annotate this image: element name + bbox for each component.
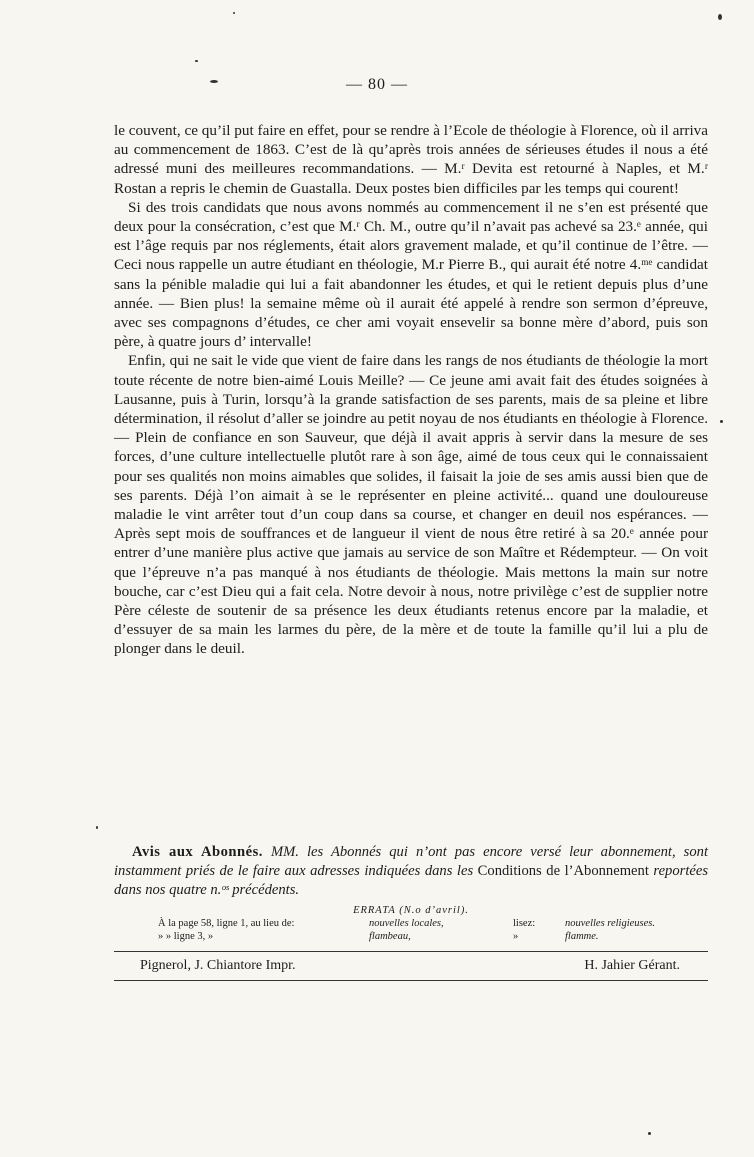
divider-top [114, 951, 708, 952]
errata-row [114, 930, 708, 943]
errata-wrong: flambeau, [369, 931, 411, 942]
errata-fix-label: » [513, 931, 519, 942]
scan-speck [718, 14, 722, 20]
notice-text-1: MM. les Abonnés qui n’ont pas encore versé leur abonnement, sont instamment priés de le faire aux adresses indiquées dans les [114, 844, 708, 879]
subscriber-notice [114, 843, 708, 900]
page-number: — 80 — [346, 76, 408, 93]
errata-fix-label: lisez: [513, 918, 536, 929]
scan-speck [96, 826, 98, 829]
scan-speck [648, 1132, 651, 1135]
errata-location: » » ligne 3, » [158, 931, 214, 942]
notice-conditions: Conditions de l’Abonnement [477, 863, 649, 879]
scan-speck [720, 420, 723, 423]
errata-correct: flamme. [565, 931, 599, 942]
errata-title: ERRATA (N.o d’avril). [353, 905, 469, 916]
paragraph-2: Si des trois candidats que nous avons nommés au commencement il ne s’en est présenté que deux pour la consécration, c’est que M.ʳ Ch. M., outre qu’il n’avait pas achevé sa 23.ᵉ année, qui est l’âge requis par nos réglements, était alors gravement malade, et qu’il continue de l’être. — Ceci nous rappelle un autre étudiant en théologie, M.r Pierre B., qui aurait été notre 4.ᵐᵉ candidat sans la pénible maladie qui lui a fait abandonner les études, et qui le retient depuis plus d’une année. — Bien plus! la semaine même où il aurait été appelé à rendre son sermon d’épreuve, avec ses compagnons d’études, ce cher ami voyait ensevelir sa bonne mère d’abord, puis son père, à quatre jours d’ intervalle! [114, 198, 708, 351]
errata-correct: nouvelles religieuses. [565, 918, 656, 929]
errata-block [114, 904, 708, 943]
paragraph-1: le couvent, ce qu’il put faire en effet, pour se rendre à l’Ecole de théologie à Florence, où il arriva au commencement de 1863. C’est de là qu’après trois années de sérieuses études il nous a été adressé muni des meilleures recommandations. — M.ʳ Devita est retourné à Naples, et M.ʳ Rostan a repris le chemin de Guastalla. Deux postes bien difficiles par les temps qui courent! [114, 122, 708, 197]
manager-credit: H. Jahier Gérant. [584, 958, 680, 973]
paragraph-3: Enfin, qui ne sait le vide que vient de faire dans les rangs de nos étudiants de théologie la mort toute récente de notre bien-aimé Louis Meille? — Ce jeune ami avait fait des études soignées à Lausanne, puis à Turin, lorsqu’à la grande satisfaction de ses parents, mais de sa pleine et libre détermination, il résolut d’aller se joindre au petit noyau de nos étudiants en théologie à Florence. — Plein de confiance en son Sauveur, que déjà il avait appris à servir dans la mesure de ses forces, d’une culture intellectuelle plutôt rare à son âge, aimé de tous ceux qui le connaissaient pour ses qualités non moins aimables que solides, il faisait la joie de ses amis aussi bien que de ses parents. Déjà l’on aimait à se le représenter en pleine activité... quand une douloureuse maladie le vint arrêter tout d’un coup dans sa course, et changer en deuil nos espérances. — Après sept mois de souffrances et de langueur il vient de nous être retiré à sa 20.ᵉ année pour entrer d’une manière plus active que jamais au service de son Maître et Rédempteur. — On voit que l’épreuve n’a pas manqué à nos étudiants de théologie. Mais mettons la main sur notre bouche, car c’est Dieu qui a fait cela. Notre devoir à nous, notre privilège c’est de supplier notre Père céleste de soutenir de sa présence les deux étudiants retenus encore par la maladie, et d’essuyer de sa main les larmes du père, de la mère et de toute la famille qu’il lui a plu de plonger dans le deuil. [114, 352, 708, 658]
imprint-line [140, 958, 680, 974]
scan-speck [195, 60, 198, 62]
errata-row [114, 917, 708, 930]
body-text [114, 121, 708, 659]
scan-speck [233, 12, 235, 14]
notice-text-2: reportées dans nos quatre n.ᵒˢ précédents. [114, 863, 709, 898]
divider-bottom [114, 980, 708, 981]
errata-wrong: nouvelles locales, [369, 918, 444, 929]
printer-credit: Pignerol, J. Chiantore Impr. [140, 958, 296, 973]
notice-heading: Avis aux Abonnés. [132, 844, 263, 860]
errata-location: À la page 58, ligne 1, au lieu de: [158, 918, 295, 929]
